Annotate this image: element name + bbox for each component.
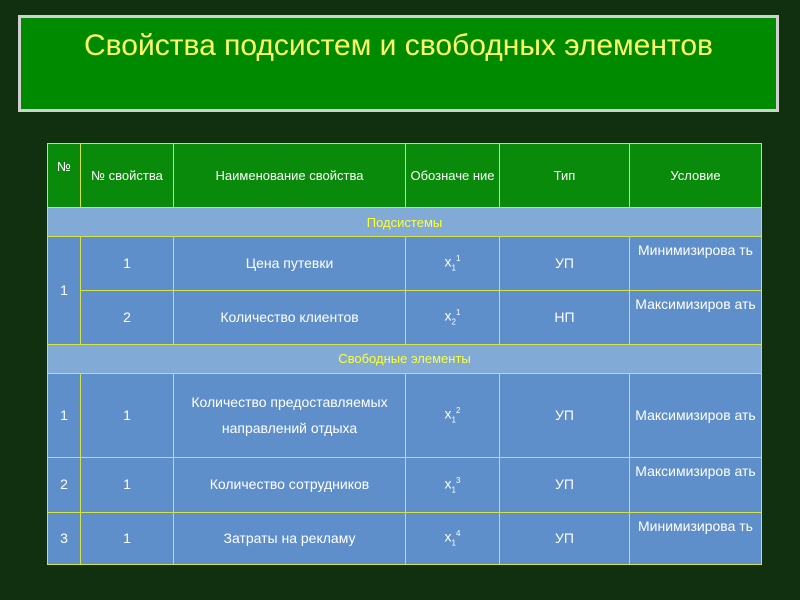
property-number: 1: [81, 458, 174, 512]
designation-sub: 1: [451, 485, 456, 495]
element-number: 2: [48, 458, 81, 512]
designation: [406, 291, 500, 345]
designation-sup: 4: [456, 529, 461, 539]
property-type: УП: [500, 458, 630, 512]
property-number: 1: [81, 373, 174, 458]
header-property-number: № свойства: [81, 144, 174, 208]
table-row: [48, 512, 762, 564]
section-label-free-elements: Свободные элементы: [48, 345, 762, 373]
properties-table: [47, 143, 762, 565]
property-number: 1: [81, 512, 174, 564]
property-name: Цена путевки: [174, 236, 406, 290]
designation-sub: 1: [451, 538, 456, 548]
property-name: Затраты на рекламу: [174, 512, 406, 564]
designation-symbol: x: [444, 475, 452, 492]
header-designation: Обозначе ние: [406, 144, 500, 208]
designation: [406, 512, 500, 564]
designation-symbol: x: [444, 528, 452, 545]
table-row: [48, 236, 762, 290]
property-type: УП: [500, 373, 630, 458]
section-row-subsystems: [48, 208, 762, 236]
property-name: Количество предоставляемых направлений отдыха: [174, 373, 406, 458]
section-label-subsystems: Подсистемы: [48, 208, 762, 236]
header-number: №: [48, 144, 81, 208]
table-row: [48, 373, 762, 458]
designation-symbol: x: [444, 308, 452, 325]
designation-symbol: x: [444, 253, 452, 270]
table-header-row: [48, 144, 762, 208]
designation-sub: 1: [451, 263, 456, 273]
slide-title: Свойства подсистем и свободных элементов: [18, 15, 779, 112]
table-row: [48, 458, 762, 512]
property-type: УП: [500, 512, 630, 564]
designation: [406, 373, 500, 458]
property-condition: Минимизирова ть: [630, 512, 762, 564]
property-condition: Минимизирова ть: [630, 236, 762, 290]
property-number: 1: [81, 236, 174, 290]
property-name: Количество сотрудников: [174, 458, 406, 512]
property-condition: Максимизиров ать: [630, 291, 762, 345]
designation-sub: 1: [451, 415, 456, 425]
designation-sub: 2: [451, 317, 456, 327]
designation-symbol: x: [444, 405, 452, 422]
designation: [406, 458, 500, 512]
element-number: 1: [48, 373, 81, 458]
property-type: УП: [500, 236, 630, 290]
header-condition: Условие: [630, 144, 762, 208]
section-row-free-elements: [48, 345, 762, 373]
property-number: 2: [81, 291, 174, 345]
group-number: 1: [48, 236, 81, 345]
property-name: Количество клиентов: [174, 291, 406, 345]
element-number: 3: [48, 512, 81, 564]
designation-sup: 1: [456, 254, 461, 264]
property-condition: Максимизиров ать: [630, 373, 762, 458]
designation-sup: 3: [456, 475, 461, 485]
header-property-name: Наименование свойства: [174, 144, 406, 208]
property-condition: Максимизиров ать: [630, 458, 762, 512]
designation-sup: 2: [456, 406, 461, 416]
designation: [406, 236, 500, 290]
header-type: Тип: [500, 144, 630, 208]
table-row: [48, 291, 762, 345]
designation-sup: 1: [456, 308, 461, 318]
property-type: НП: [500, 291, 630, 345]
